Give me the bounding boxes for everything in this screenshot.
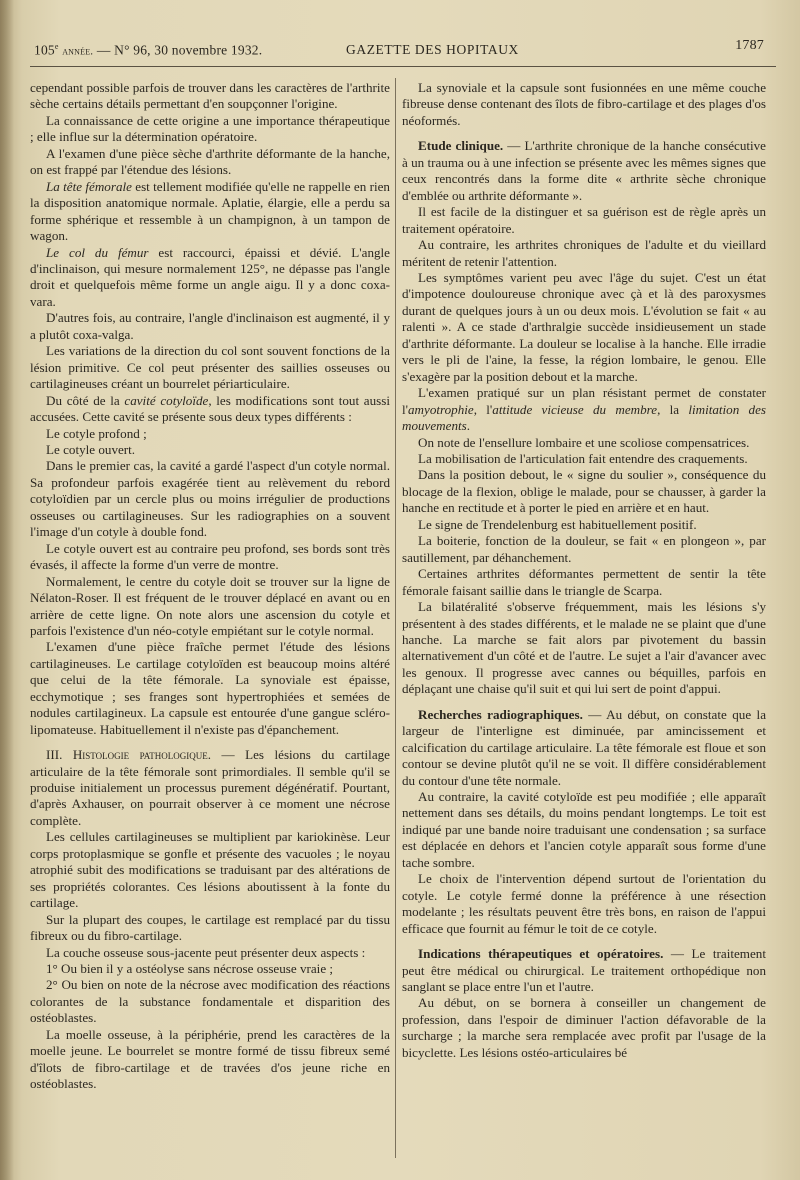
- italic-term: attitude vicieuse du membre: [492, 401, 658, 417]
- left-paragraph: [30, 747, 390, 829]
- left-paragraph: cependant possible parfois de trouver dans les caractères de l'arthrite sèche certains détails permettant d'en soupçonner l'origine.: [30, 80, 390, 112]
- left-paragraph: La connaissance de cette origine a une importance thérapeutique ; elle influe sur la détermination opératoire.: [30, 112, 390, 145]
- left-paragraph: Normalement, le centre du cotyle doit se trouver sur la ligne de Nélaton-Roser. Il est fréquent de le trouver déplacé en avant ou en arrière de cette ligne. On note alors une ascension du cotyle et parfois l'existence d'un néo-cotyle empiétant sur le cotyle normal.: [30, 573, 390, 638]
- header-journal-title: GAZETTE DES HOPITAUX: [346, 42, 519, 57]
- right-paragraph: [402, 385, 766, 434]
- left-paragraph: Le cotyle profond ;: [46, 425, 147, 441]
- right-paragraph: Il est facile de la distinguer et sa guérison est de règle après un traitement opératoire.: [402, 204, 766, 236]
- header-rule: [30, 66, 776, 67]
- left-paragraph: [30, 179, 390, 245]
- left-paragraph: Le cotyle ouvert.: [46, 441, 136, 457]
- column-separator: [395, 78, 396, 1158]
- right-paragraph: Le choix de l'intervention dépend surtout de l'orientation du cotyle. Le cotyle fermé donne la préférence à une résection modelante ; les résultats peuvent être très bons, en raison de l'appui efficace que fournit au fémur le toit de ce cotyle.: [402, 871, 766, 936]
- left-paragraph: A l'examen d'une pièce sèche d'arthrite déformante de la hanche, on est frappé par l'étendue des lésions.: [30, 145, 390, 178]
- left-paragraph: L'examen d'une pièce fraîche permet l'étude des lésions cartilagineuses. Le cartilage cotyloïden est beaucoup moins altéré que celui de la tête fémorale. La synoviale est épaisse, ecchymotique ; ses franges sont hypertrophiées et semées de nodules cartilagineux. La capsule est entourée d'une gangue scléro-lipomateuse. Habituellement il n'existe pas d'épanchement.: [30, 639, 390, 737]
- italic-term: La tête fémorale: [46, 178, 132, 194]
- running-header: [34, 36, 770, 62]
- section-heading: III. Histologie pathologique.: [46, 747, 212, 763]
- right-paragraph: La synoviale et la capsule sont fusionnées en une même couche fibreuse dense contenant des îlots de fibro-cartilage et des plages d'os néoformés.: [402, 80, 766, 128]
- paragraph-text: , la: [657, 401, 689, 417]
- right-paragraph: [402, 138, 766, 204]
- right-paragraph: La boiterie, fonction de la douleur, se fait « en plongeon », par sautillement, par déhanchement.: [402, 533, 766, 565]
- left-paragraph: D'autres fois, au contraire, l'angle d'inclinaison est augmenté, il y a plutôt coxa-valga.: [30, 310, 390, 342]
- header-year-number: 105: [34, 42, 55, 58]
- left-column: [30, 80, 390, 1093]
- left-paragraph: 2° Ou bien on note de la nécrose avec modification des réactions colorantes de la substance fondamentale et disparition des ostéoblastes.: [30, 977, 390, 1026]
- left-paragraph: Les cellules cartilagineuses se multiplient par kariokinèse. Leur corps protoplasmique se gonfle et présente des vacuoles ; le noyau atrophié subit des modifications se traduisant par des altérations de ses propriétés colorantes. Ces lésions aboutissent à la fonte du cartilage.: [30, 829, 390, 911]
- right-paragraph: Certaines arthrites déformantes permettent de sentir la tête fémorale faisant saillie dans le triangle de Scarpa.: [402, 566, 766, 598]
- left-paragraph: [30, 245, 390, 311]
- left-paragraph: Le cotyle ouvert est au contraire peu profond, ses bords sont très évasés, il affecte la forme d'un verre de montre.: [30, 540, 390, 573]
- left-paragraph: [30, 393, 390, 426]
- right-paragraph: Le signe de Trendelenburg est habituellement positif.: [418, 516, 697, 532]
- right-paragraph: La bilatéralité s'observe fréquemment, mais les lésions s'y présentent à des stades différents, et le malade ne se plaint que d'une hanche. La marche se fait alors par pivotement du bassin alternativement d'un côté et de l'autre. Le sujet a l'air d'avancer avec les genoux. Il progresse avec cannes ou béquilles, parfois en déplaçant une chaise qu'il suit et qui lui sert de point d'appui.: [402, 599, 766, 697]
- header-issue-info: [34, 42, 262, 59]
- right-paragraph: Au contraire, la cavité cotyloïde est peu modifiée ; elle apparaît nettement dans ses détails, du moins pendant longtemps. Le toit est indiqué par une bande noire traduisant une condensation ; sa surface est déplacée en dehors et l'ancien cotyle apparaît sous forme d'une tache sombre.: [402, 789, 766, 870]
- paragraph-text: — L'arthrite chronique de la hanche consécutive à un trauma ou à une infection se présente avec les mêmes signes que ceux rencontrés dans la forme dite « arthrite sèche chronique d'emblée ou arthrite déformante ».: [402, 138, 766, 203]
- page-spine-shadow: [0, 0, 14, 1180]
- section-heading: Indications thérapeutiques et opératoires.: [418, 946, 664, 962]
- left-paragraph: 1° Ou bien il y a ostéolyse sans nécrose osseuse vraie ;: [46, 961, 334, 977]
- header-year-sup: e: [54, 42, 59, 51]
- header-page-number: 1787: [735, 38, 764, 53]
- paragraph-text: est raccourci, épaissi et dévié. L'angle d'inclinaison, qui mesure normalement 125°, ne dépasse pas l'angle droit et quelquefois même forme un angle aigu. Il y a donc coxa-vara.: [30, 244, 390, 309]
- italic-term: Le col du fémur: [46, 244, 149, 260]
- left-paragraph: Les variations de la direction du col sont souvent fonctions de la lésion primitive. Ce col peut présenter des saillies osseuses ou cartilagineuses créant un bourrelet périarticulaire.: [30, 343, 390, 392]
- section-heading: Recherches radiographiques.: [418, 706, 583, 722]
- right-paragraph: La mobilisation de l'articulation fait entendre des craquements.: [418, 450, 748, 466]
- paragraph-text: , les modifications sont tout aussi accusées. Cette cavité se présente sous deux types différents :: [30, 392, 390, 425]
- italic-term: amyotrophie: [408, 401, 474, 417]
- paragraph-text: , l': [473, 401, 493, 417]
- right-paragraph: [402, 707, 766, 789]
- right-paragraph: Au contraire, les arthrites chroniques de l'adulte et du vieillard méritent de retenir l'attention.: [402, 237, 766, 269]
- italic-term: cavité cotyloïde: [124, 392, 209, 408]
- right-paragraph: On note de l'ensellure lombaire et une scoliose compensatrices.: [418, 434, 750, 450]
- header-year-word: année.: [62, 45, 94, 58]
- right-paragraph: [402, 946, 766, 995]
- section-heading: Etude clinique.: [418, 138, 504, 154]
- right-paragraph: Dans la position debout, le « signe du soulier », conséquence du blocage de la flexion, oblige le malade, pour se chausser, à garder la hanche en rectitude et à porter le pied en arrière et en haut.: [402, 467, 766, 516]
- right-paragraph: Au début, on se bornera à conseiller un changement de profession, dans l'espoir de diminuer l'action défavorable de la surcharge ; la marche sera remplacée avec profit par l'usage de la bicyclette. Les lésions ostéo-articulaires bé: [402, 995, 766, 1060]
- left-paragraph: La moelle osseuse, à la périphérie, prend les caractères de la moelle jeune. Le bourrelet se montre formé de tissu fibreux semé d'îlots de fibro-cartilage et de travées d'os jeune riche en ostéoblastes.: [30, 1026, 390, 1092]
- paragraph-text: — Les lésions du cartilage articulaire de la tête fémorale sont primordiales. Il semble qu'il se produise initialement un processus purement dégénératif. Pourtant, d'après Axhauser, on pourrait observer à ce moment une nécrose complète.: [30, 747, 390, 828]
- paragraph-text: L'examen pratiqué sur un plan résistant permet de constater l': [402, 385, 766, 417]
- header-issue-date: — N° 96, 30 novembre 1932.: [96, 42, 263, 58]
- italic-term: limitation des mouvements: [402, 401, 766, 434]
- paragraph-text: Du côté de la: [46, 392, 125, 408]
- left-paragraph: Sur la plupart des coupes, le cartilage est remplacé par du tissu fibreux ou du fibro-cartilage.: [30, 911, 390, 944]
- right-column: [402, 80, 766, 1061]
- paragraph-text: .: [466, 418, 471, 434]
- paragraph-text: — Au début, on constate que la largeur de l'interligne est diminuée, par amincissement et calcification du cartilage articulaire. La tête fémorale est floue et son contour se devine plutôt qu'il ne se voit. Il diffère considérablement du contour d'une tête normale.: [402, 706, 767, 788]
- left-paragraph: La couche osseuse sous-jacente peut présenter deux aspects :: [46, 944, 366, 960]
- right-paragraph: Les symptômes varient peu avec l'âge du sujet. C'est un état d'impotence douloureuse chronique avec çà et là des paroxysmes durant de quelques jours à un ou deux mois. L'évolution se fait « au ralenti ». A ce stade d'arthralgie succède insidieusement un stade d'arthrite déformante. La douleur se localise à la hanche. Elle irradie vers le pli de l'aine, la fesse, la région lombaire, le genou. Elle s'exagère par la position debout et la marche.: [402, 269, 766, 384]
- paragraph-text: est tellement modifiée qu'elle ne rappelle en rien la disposition anatomique normale. Aplatie, élargie, elle a perdu sa forme sphérique et ressemble à un champignon, à un tampon de wagon.: [30, 178, 390, 244]
- left-paragraph: Dans le premier cas, la cavité a gardé l'aspect d'un cotyle normal. Sa profondeur parfois exagérée tient au relèvement du rebord cotyloïdien par un cercle plus ou moins irrégulier de productions osseuses ou cartilagineuses. Sur les radiographies on a souvent l'image d'un cotyle à double fond.: [30, 458, 390, 540]
- paragraph-text: — Le traitement peut être médical ou chirurgical. Le traitement orthopédique non sanglant se place entre l'un et l'autre.: [402, 946, 766, 995]
